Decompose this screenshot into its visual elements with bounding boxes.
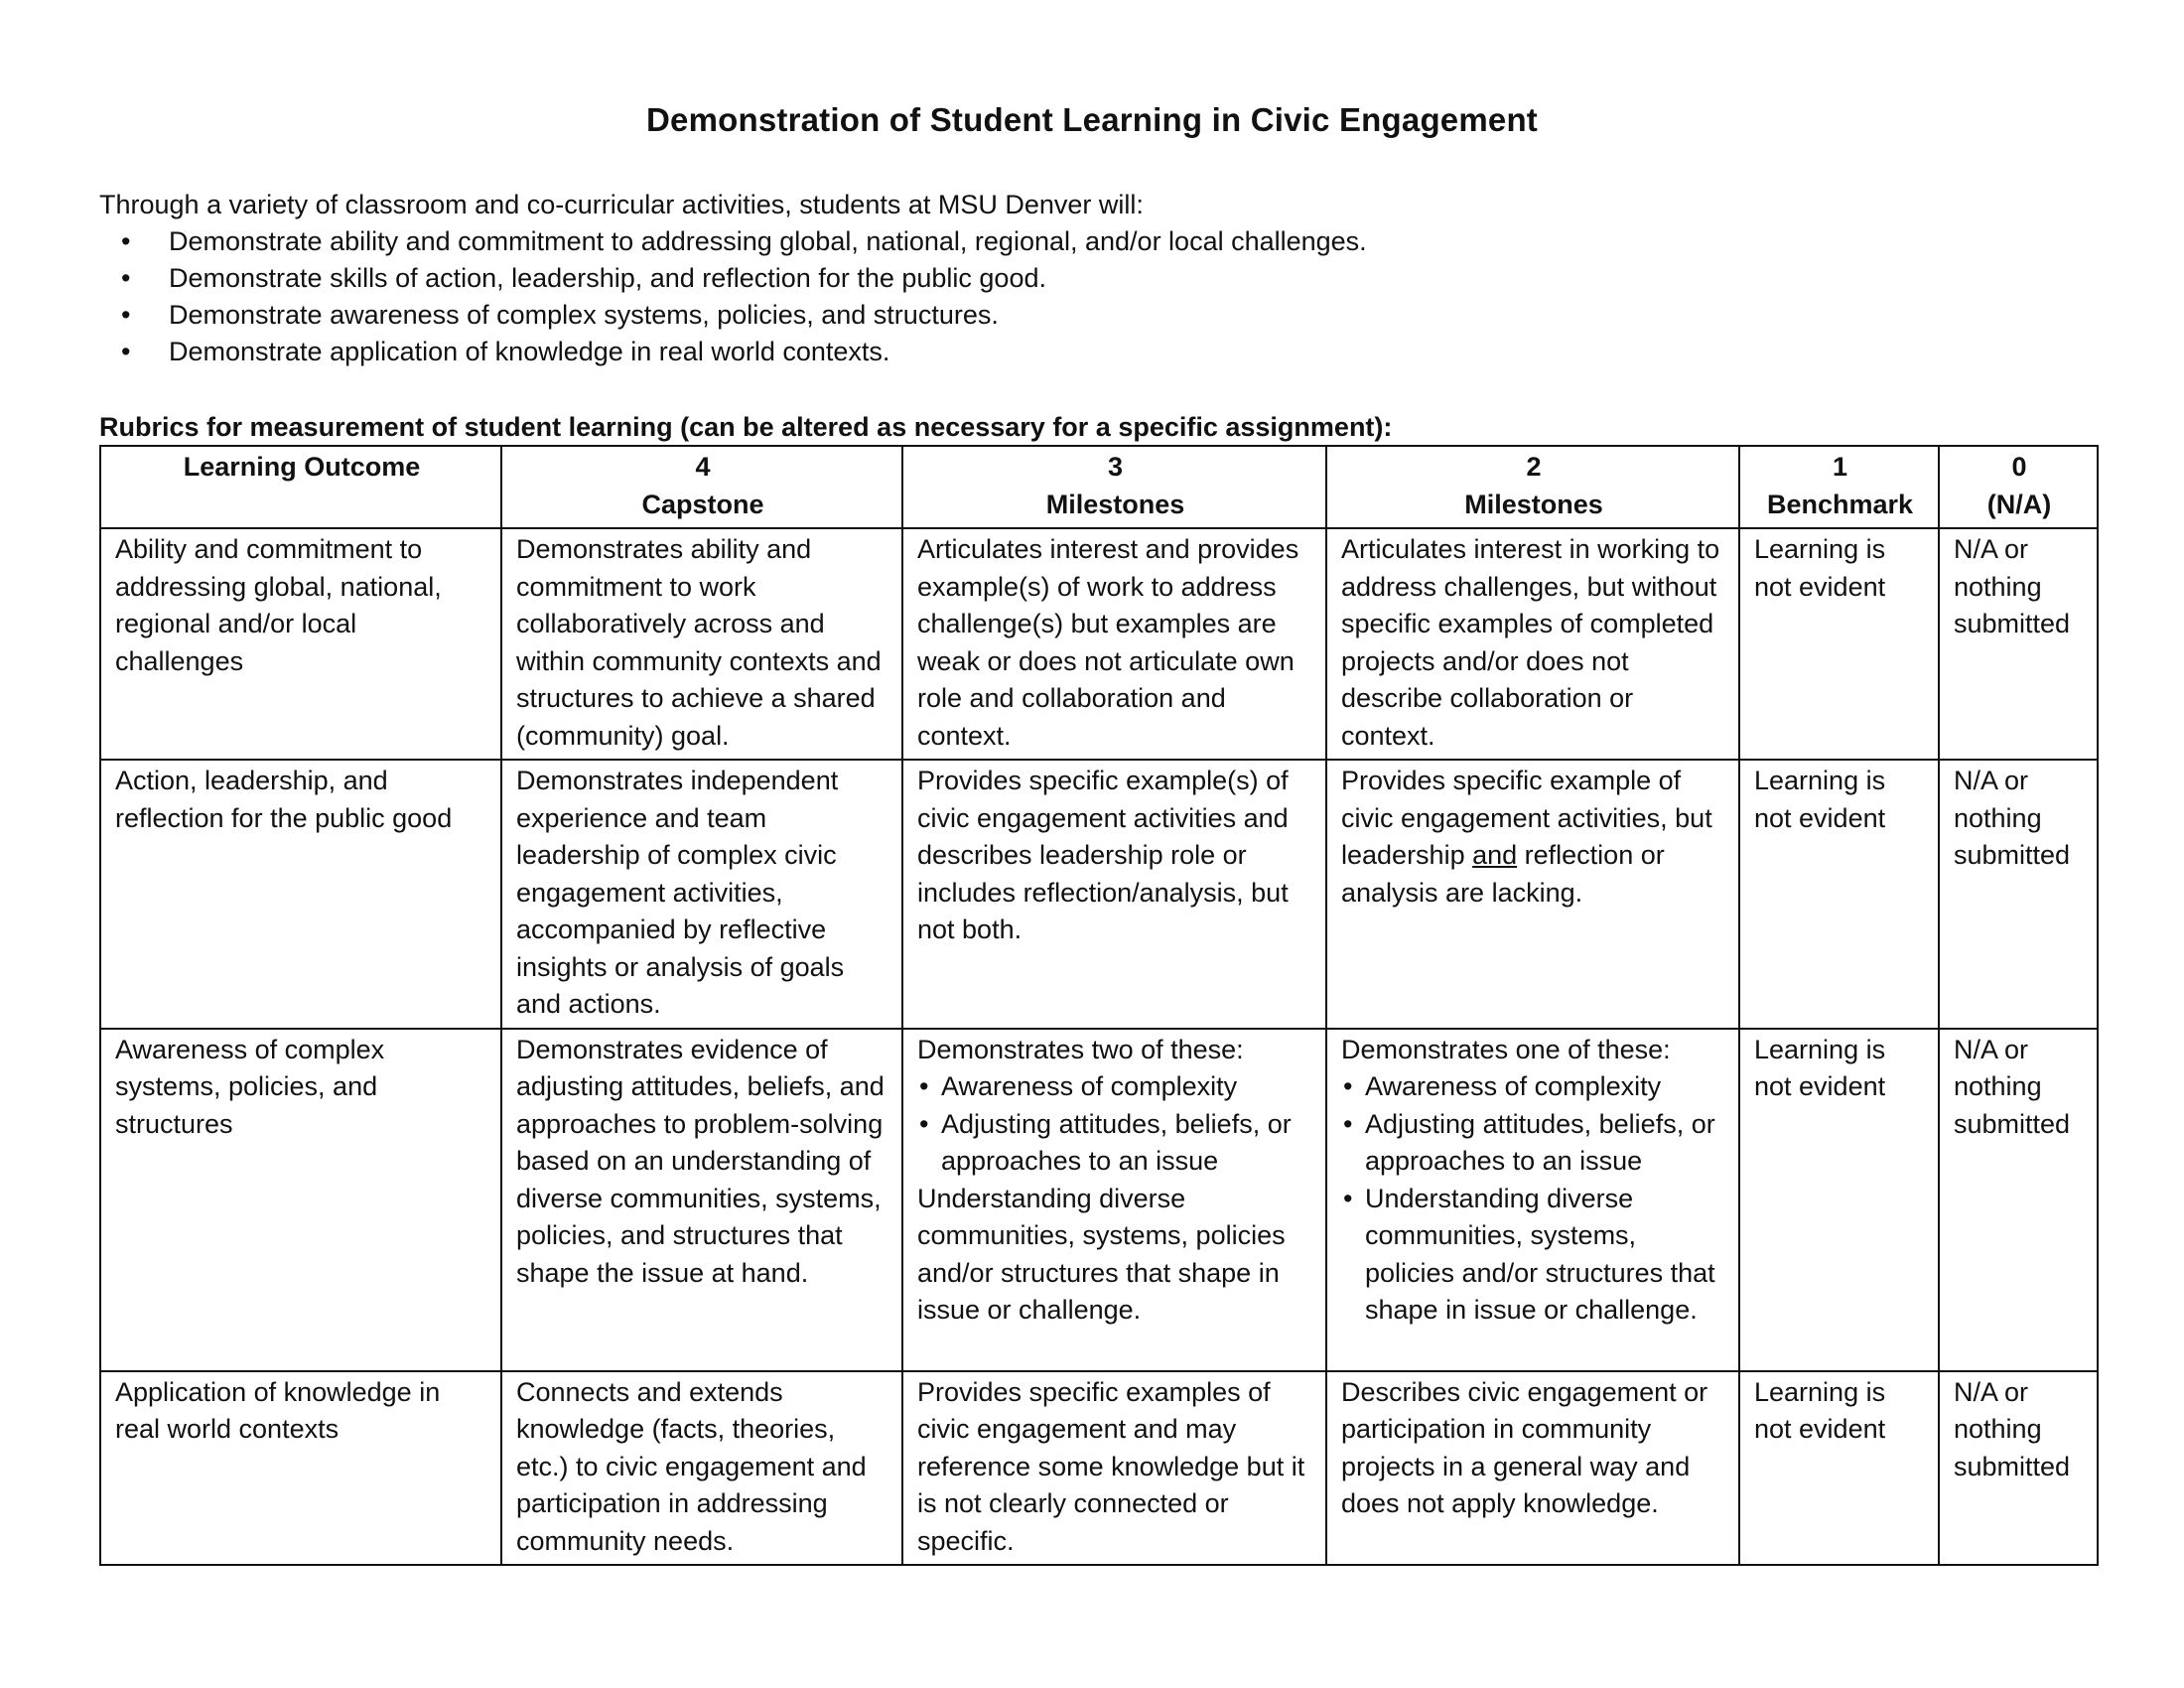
cell-outcome: Action, leadership, and reflection for the public good (100, 760, 501, 1029)
cell-na: N/A or nothing submitted (1939, 1029, 2098, 1371)
cell-outcome: Awareness of complex systems, policies, and structures (100, 1029, 501, 1371)
cell-lead: Demonstrates one of these: (1341, 1034, 1671, 1064)
list-item: • Demonstrate ability and commitment to addressing global, national, regional, and/or local challenges. (99, 223, 2085, 260)
column-header-outcome: Learning Outcome (100, 446, 501, 528)
rubric-table (99, 445, 2099, 1566)
cell-benchmark: Learning is not evident (1739, 1029, 1939, 1371)
cell-bullet-list (917, 1068, 1313, 1181)
table-row (100, 1371, 2098, 1566)
cell-capstone: Demonstrates evidence of adjusting attitudes, beliefs, and approaches to problem-solving based on an understanding of diverse communities, systems, policies, and structures that shape the issue at hand. (501, 1029, 902, 1371)
cell-milestone-3: Provides specific example(s) of civic engagement activities and describes leadership role or includes reflection/analysis, but not both. (902, 760, 1326, 1029)
table-row (100, 528, 2098, 760)
table-header-row (100, 446, 2098, 528)
cell-capstone: Demonstrates independent experience and team leadership of complex civic engagement activities, accompanied by reflective insights or analysis of goals and actions. (501, 760, 902, 1029)
cell-capstone: Connects and extends knowledge (facts, theories, etc.) to civic engagement and participation in addressing community needs. (501, 1371, 902, 1566)
cell-na: N/A or nothing submitted (1939, 760, 2098, 1029)
intro-section (99, 187, 2085, 370)
list-item: • Demonstrate application of knowledge in real world contexts. (99, 334, 2085, 370)
bullet-icon: • (121, 300, 131, 330)
underlined-word: and (1472, 840, 1518, 870)
bullet-icon: • (919, 1108, 929, 1139)
list-item: • Demonstrate skills of action, leadership, and reflection for the public good. (99, 260, 2085, 297)
column-header-capstone: 4 Capstone (501, 446, 902, 528)
table-row (100, 760, 2098, 1029)
bullet-icon: • (121, 226, 131, 256)
column-header-na: 0 (N/A) (1939, 446, 2098, 528)
bullet-icon: • (121, 337, 131, 366)
column-header-milestones-3: 3 Milestones (902, 446, 1326, 528)
cell-milestone-2: Provides specific example of civic engagement activities, but leadership and reflection or analysis are lacking. (1326, 760, 1739, 1029)
cell-milestone-3: Articulates interest and provides example(s) of work to address challenge(s) but examples are weak or does not articulate own role and collaboration and context. (902, 528, 1326, 760)
bullet-icon: • (1343, 1183, 1353, 1213)
cell-milestone-2: Describes civic engagement or participation in community projects in a general way and does not apply knowledge. (1326, 1371, 1739, 1566)
bullet-icon: • (121, 263, 131, 293)
column-header-milestones-2: 2 Milestones (1326, 446, 1739, 528)
list-item: • Awareness of complexity (917, 1068, 1313, 1106)
cell-milestone-3: Provides specific examples of civic engagement and may reference some knowledge but it is not clearly connected or specific. (902, 1371, 1326, 1566)
cell-outcome: Ability and commitment to addressing global, national, regional and/or local challenges (100, 528, 501, 760)
column-header-benchmark: 1 Benchmark (1739, 446, 1939, 528)
rubric-heading: Rubrics for measurement of student learning (can be altered as necessary for a specific assignment): (99, 412, 1393, 442)
cell-bullet-list (1341, 1068, 1726, 1330)
cell-na: N/A or nothing submitted (1939, 528, 2098, 760)
cell-outcome: Application of knowledge in real world contexts (100, 1371, 501, 1566)
outcomes-list (99, 223, 2085, 370)
list-item: • Demonstrate awareness of complex systems, policies, and structures. (99, 297, 2085, 334)
list-item: • Awareness of complexity (1341, 1068, 1726, 1106)
cell-capstone: Demonstrates ability and commitment to work collaboratively across and within community contexts and structures to achieve a shared (community) goal. (501, 528, 902, 760)
cell-tail: Understanding diverse communities, systems, policies and/or structures that shape in issue or challenge. (917, 1183, 1286, 1325)
cell-benchmark: Learning is not evident (1739, 1371, 1939, 1566)
cell-milestone-2 (1326, 1029, 1739, 1371)
cell-lead: Demonstrates two of these: (917, 1034, 1244, 1064)
bullet-icon: • (1343, 1108, 1353, 1139)
list-item: • Adjusting attitudes, beliefs, or approaches to an issue (1341, 1106, 1726, 1181)
cell-benchmark: Learning is not evident (1739, 528, 1939, 760)
bullet-icon: • (1343, 1071, 1353, 1101)
table-row (100, 1029, 2098, 1371)
cell-milestone-2: Articulates interest in working to address challenges, but without specific examples of completed projects and/or does not describe collaboration or context. (1326, 528, 1739, 760)
cell-benchmark: Learning is not evident (1739, 760, 1939, 1029)
cell-milestone-3 (902, 1029, 1326, 1371)
intro-lead: Through a variety of classroom and co-curricular activities, students at MSU Denver will: (99, 190, 1144, 219)
list-item: • Adjusting attitudes, beliefs, or approaches to an issue (917, 1106, 1313, 1181)
cell-na: N/A or nothing submitted (1939, 1371, 2098, 1566)
bullet-icon: • (919, 1071, 929, 1101)
document-title: Demonstration of Student Learning in Civic Engagement (645, 101, 1538, 138)
list-item: • Understanding diverse communities, systems, policies and/or structures that shape in issue or challenge. (1341, 1181, 1726, 1330)
